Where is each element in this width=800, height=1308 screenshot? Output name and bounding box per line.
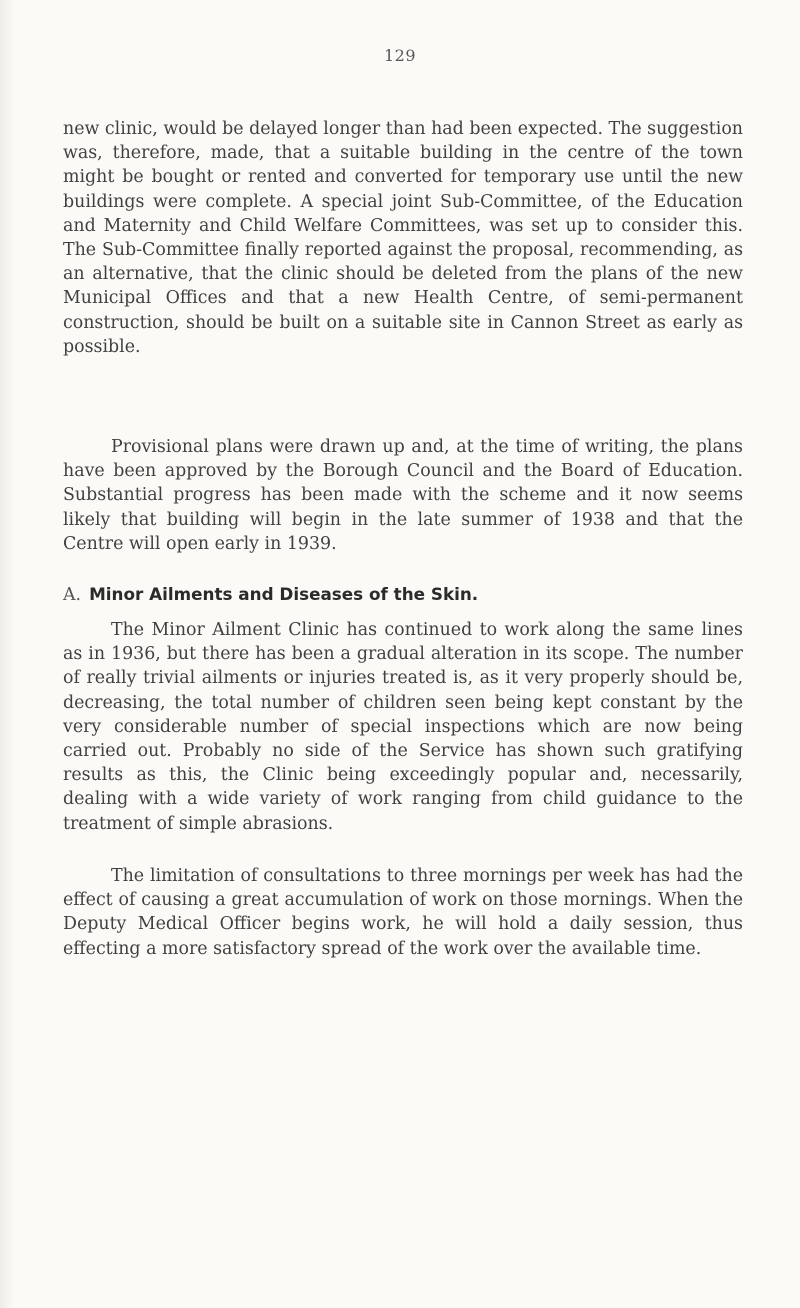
paragraph-minor-ailment-clinic: The Minor Ailment Clinic has continued to work along the same lines as in 1936, but there has been a gradual alteration in its scope. The number of really trivial ailments or injuries treated is, as it very properly should be, decreasing, the total number of children seen being kept constant by the very considerable number of special inspections which are now being carried out. Probably no side of the Service has shown such gratifying results as this, the Clinic being exceedingly popular and, necessarily, dealing with a wide variety of work ranging from child guidance to the treatment of simple abrasions. (63, 620, 743, 834)
section-letter: A. (63, 585, 82, 605)
paragraph-consultation-limitation: The limitation of consultations to three mornings per week has had the effect of causing a great accumulation of work on those mornings. When the Deputy Medical Officer begins work, he will hold a daily session, thus effecting a more satisfactory spread of the work over the available time. (63, 866, 743, 959)
section-title: Minor Ailments and Diseases of the Skin. (89, 584, 479, 604)
page-edge-shadow (0, 0, 14, 1308)
paragraph-new-clinic: new clinic, would be delayed longer than had been expected. The suggestion was, therefore, made, that a suitable building in the centre of the town might be bought or rented and converted for temporary use until the new buildings were complete. A special joint Sub-Committee, of the Education and Maternity and Child Welfare Committees, was set up to consider this. The Sub-Committee finally reported against the proposal, recommending, as an alternative, that the clinic should be deleted from the plans of the new Municipal Offices and that a new Health Centre, of semi-permanent construction, should be built on a suitable site in Cannon Street as early as possible. (63, 119, 743, 357)
page-number: 129 (383, 46, 417, 65)
paragraph-provisional-plans: Provisional plans were drawn up and, at the time of writing, the plans have been approved by the Borough Council and the Board of Education. Substantial progress has been made with the scheme and it now seems likely that building will begin in the late summer of 1938 and that the Centre will open early in 1939. (63, 437, 743, 554)
section-heading (63, 582, 743, 607)
